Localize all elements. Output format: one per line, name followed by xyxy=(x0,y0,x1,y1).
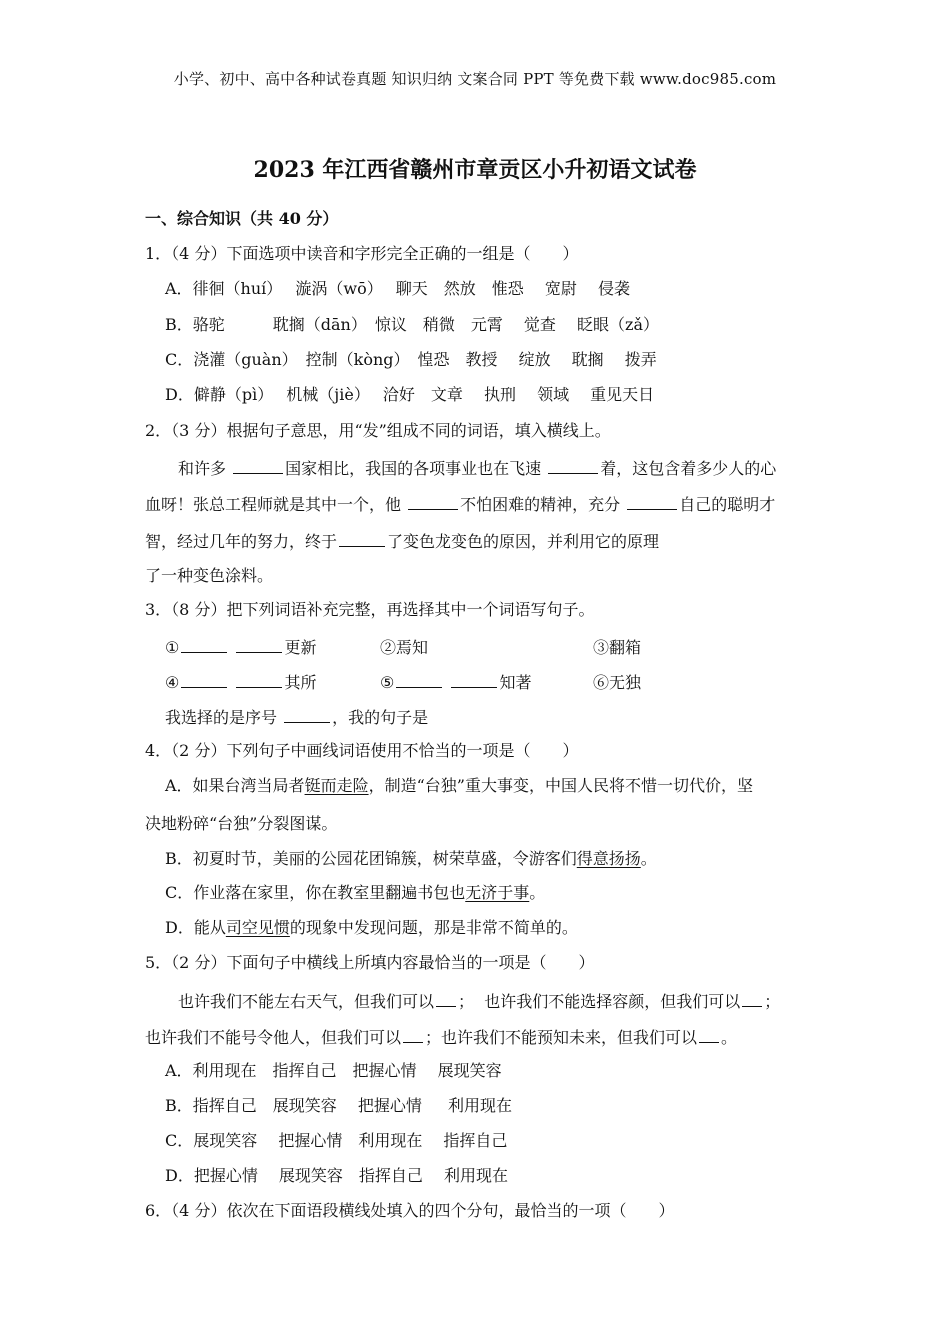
answer-blank[interactable] xyxy=(339,530,385,547)
answer-blank[interactable] xyxy=(396,671,442,688)
item-text: 知著 xyxy=(499,673,532,692)
section-heading: 一、综合知识（共 40 分） xyxy=(145,209,339,228)
item-number: ⑤ xyxy=(380,673,395,692)
item-text: ③翻箱 xyxy=(593,638,642,657)
text-segment: 。 xyxy=(640,849,657,868)
text-segment: 自己的聪明才 xyxy=(679,495,776,514)
item-text: ⑥无独 xyxy=(593,673,642,692)
answer-blank[interactable] xyxy=(436,990,456,1007)
text-segment: 。 xyxy=(721,1028,738,1047)
text-segment: 的现象中发现问题，那是非常不简单的。 xyxy=(289,918,578,937)
answer-blank[interactable] xyxy=(548,457,598,474)
page-title: 2023 年江西省赣州市章贡区小升初语文试卷 xyxy=(253,157,697,183)
question-4-option-b xyxy=(165,849,657,869)
answer-blank[interactable] xyxy=(233,457,283,474)
question-4-option-a-cont: 决地粉碎“台独”分裂图谋。 xyxy=(145,814,338,833)
question-5-option-a: A．利用现在 指挥自己 把握心情 展现笑容 xyxy=(165,1061,502,1080)
answer-blank[interactable] xyxy=(699,1026,719,1043)
question-5-passage-line-2 xyxy=(145,1026,737,1048)
question-5-option-b: B．指挥自己 展现笑容 把握心情 利用现在 xyxy=(165,1096,513,1115)
question-4-option-c xyxy=(165,883,545,903)
question-3-row-2 xyxy=(165,671,641,693)
underlined-word: 铤而走险 xyxy=(304,776,369,795)
underlined-word: 无济于事 xyxy=(465,883,530,902)
answer-blank[interactable] xyxy=(181,671,227,688)
answer-blank[interactable] xyxy=(236,671,282,688)
question-2-stem: 2．（3 分）根据句子意思，用“发”组成不同的词语，填入横线上。 xyxy=(145,421,611,440)
text-segment: D．能从 xyxy=(165,918,226,937)
answer-blank[interactable] xyxy=(408,493,458,510)
text-segment: 和许多 xyxy=(178,459,232,478)
question-4-option-d xyxy=(165,918,578,938)
text-segment: 不怕困难的精神，充分 xyxy=(460,495,626,514)
answer-blank[interactable] xyxy=(284,706,330,723)
answer-blank[interactable] xyxy=(181,636,227,653)
text-segment: ；也许我们不能预知未来，但我们可以 xyxy=(425,1028,698,1047)
text-segment: 血呀！张总工程师就是其中一个，他 xyxy=(145,495,407,514)
question-5-option-c: C．展现笑容 把握心情 利用现在 指挥自己 xyxy=(165,1131,508,1150)
question-5-option-d: D．把握心情 展现笑容 指挥自己 利用现在 xyxy=(165,1166,509,1185)
question-2-line-1 xyxy=(178,457,776,479)
question-1-option-a: A．徘徊（huí） 漩涡（wō） 聊天 然放 惟恐 宽尉 侵袭 xyxy=(165,279,630,298)
item-number: ④ xyxy=(165,673,180,692)
question-4-option-a xyxy=(165,776,753,796)
text-segment: A．如果台湾当局者 xyxy=(165,776,305,795)
item-number: ① xyxy=(165,638,180,657)
answer-blank[interactable] xyxy=(627,493,677,510)
answer-blank[interactable] xyxy=(403,1026,423,1043)
text-segment: ，我的句子是 xyxy=(332,708,429,727)
question-2-line-3 xyxy=(145,530,659,552)
item-text: ②焉知 xyxy=(380,638,429,657)
text-segment: 着，这包含着多少人的心 xyxy=(600,459,777,478)
text-segment: 也许我们不能号令他人，但我们可以 xyxy=(145,1028,402,1047)
question-3-row-1 xyxy=(165,636,641,658)
text-segment: 。 xyxy=(529,883,546,902)
question-4-stem: 4．（2 分）下列句子中画线词语使用不恰当的一项是（ ） xyxy=(145,741,579,760)
question-3-stem: 3．（8 分）把下列词语补充完整，再选择其中一个词语写句子。 xyxy=(145,600,595,619)
item-text: 其所 xyxy=(284,673,317,692)
question-5-passage-line-1 xyxy=(178,990,780,1012)
text-segment: C．作业落在家里，你在教室里翻遍书包也 xyxy=(165,883,466,902)
text-segment: 智，经过几年的努力，终于 xyxy=(145,532,338,551)
text-segment: 了变色龙变色的原因，并利用它的原理 xyxy=(387,532,660,551)
item-text: 更新 xyxy=(284,638,317,657)
question-1-option-b: B．骆驼 耽搁（dān） 惊议 稍微 元霄 觉查 眨眼（zǎ） xyxy=(165,315,659,334)
question-1-stem: 1．（4 分）下面选项中读音和字形完全正确的一组是（ ） xyxy=(145,244,579,263)
question-1-option-d: D．僻静（pì） 机械（jiè） 洽好 文章 执刑 领域 重见天日 xyxy=(165,385,655,404)
text-segment: ，制造“台独”重大事变，中国人民将不惜一切代价，坚 xyxy=(368,776,753,795)
question-6-stem: 6．（4 分）依次在下面语段横线处填入的四个分句，最恰当的一项（ ） xyxy=(145,1201,675,1220)
text-segment: 我选择的是序号 xyxy=(165,708,283,727)
answer-blank[interactable] xyxy=(236,636,282,653)
text-segment: ； xyxy=(764,992,781,1011)
text-segment: ； 也许我们不能选择容颜，但我们可以 xyxy=(458,992,741,1011)
text-segment: B．初夏时节，美丽的公园花团锦簇，树荣草盛，令游客们 xyxy=(165,849,577,868)
underlined-word: 得意扬扬 xyxy=(576,849,641,868)
answer-blank[interactable] xyxy=(451,671,497,688)
page-header: 小学、初中、高中各种试卷真题 知识归纳 文案合同 PPT 等免费下载 www.doc985.com xyxy=(173,70,777,88)
question-1-option-c: C．浇灌（guàn） 控制（kòng） 惶恐 教授 绽放 耽搁 拨弄 xyxy=(165,350,657,369)
answer-blank[interactable] xyxy=(742,990,762,1007)
underlined-word: 司空见惯 xyxy=(225,918,290,937)
question-2-line-4: 了一种变色涂料。 xyxy=(145,566,274,585)
question-5-stem: 5．（2 分）下面句子中横线上所填内容最恰当的一项是（ ） xyxy=(145,953,595,972)
question-2-line-2 xyxy=(145,493,775,515)
text-segment: 国家相比，我国的各项事业也在飞速 xyxy=(285,459,547,478)
question-3-choice xyxy=(165,706,428,728)
text-segment: 也许我们不能左右天气，但我们可以 xyxy=(178,992,435,1011)
